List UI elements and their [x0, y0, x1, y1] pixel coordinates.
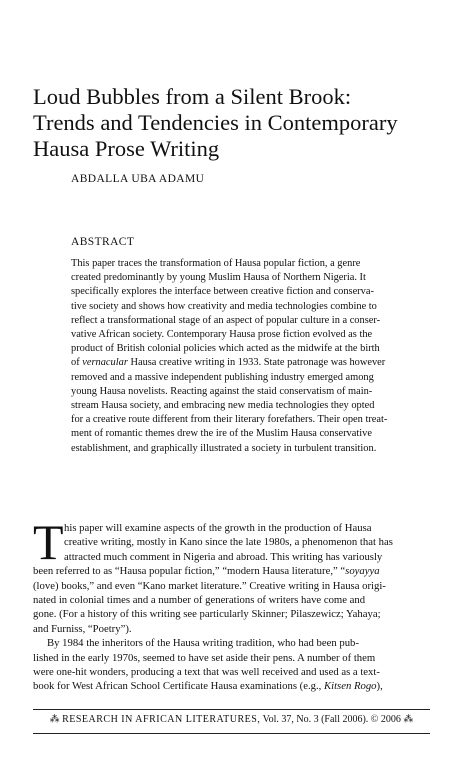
body-text [33, 514, 430, 694]
abstract-line-end: Hausa creative writing in 1933. State patronage was however [127, 357, 386, 369]
body-line: and Furniss, “Poetry”). [33, 622, 132, 635]
abstract-line: tive society and shows how creativity and media technologies combine to [71, 300, 377, 312]
abstract-line: young Hausa novelists. Reacting against the staid conservatism of main- [71, 385, 373, 397]
body-line-start: book for West African School Certificate Hausa examinations (e.g., [33, 680, 324, 693]
abstract-text [71, 257, 405, 456]
journal-issue: Vol. 37, No. 3 (Fall 2006). © 2006 [260, 714, 404, 725]
body-line: his paper will examine aspects of the growth in the production of Hausa [64, 522, 372, 534]
ornament-right-icon: ⁂ [403, 714, 414, 725]
body-line: nated in colonial times and a number of generations of writers have come and [33, 594, 366, 607]
body-line: By 1984 the inheritors of the Hausa writing tradition, who had been pub- [47, 637, 359, 650]
abstract-line: removed and a massive independent publishing industry emerged among [71, 371, 374, 383]
title-line-1: Loud Bubbles from a Silent Brook: [33, 84, 352, 109]
drop-cap: T [33, 514, 64, 570]
abstract-line: for a creative route different from their literary forefathers. Their open treat- [71, 414, 388, 426]
body-line-end: ), [376, 680, 383, 693]
italic-term-vernacular: vernacular [82, 357, 128, 369]
body-line: gone. (For a history of this writing see particularly Skinner; Pilaszewicz; Yahaya; [33, 608, 381, 621]
abstract-line: product of British colonial policies which acted as the midwife at the birth [71, 343, 380, 355]
abstract-line: stream Hausa society, and embracing new media technologies they opted [71, 400, 375, 412]
body-line: were one-hit wonders, producing a text that was well received and used as a text- [33, 666, 380, 679]
abstract-line: This paper traces the transformation of Hausa popular fiction, a genre [71, 258, 361, 269]
abstract-line: reflect a transformational stage of an aspect of popular culture in a conser- [71, 314, 381, 326]
footer-rule-top [33, 709, 430, 710]
italic-title-kitsen-rogo: Kitsen Rogo [323, 680, 377, 693]
journal-footer [33, 714, 430, 725]
body-line [33, 564, 430, 578]
body-line: (love) books,” and even “Kano market literature.” Creative writing in Hausa origi- [33, 579, 386, 592]
abstract-line: created predominantly by young Muslim Hausa of Northern Nigeria. It [71, 272, 366, 284]
body-line: attracted much comment in Nigeria and abroad. This writing has variously [64, 550, 383, 563]
abstract-line: ment of romantic themes drew the ire of the Muslim Hausa conservative [71, 428, 372, 440]
abstract-heading: ABSTRACT [71, 236, 135, 248]
author-name: ABDALLA UBA ADAMU [71, 173, 205, 185]
abstract-line: specifically explores the interface between creative fiction and conserva- [71, 286, 374, 298]
ornament-left-icon: ⁂ [49, 714, 60, 725]
article-title [33, 84, 453, 162]
body-line-start: been referred to as “Hausa popular fiction,” “modern Hausa literature,” “ [33, 565, 346, 578]
abstract-line: establishment, and graphically illustrated a society in turbulent transition. [71, 442, 377, 454]
abstract-line-start: of [71, 357, 83, 369]
footer-rule-bottom [33, 733, 430, 734]
title-line-2: Trends and Tendencies in Contemporary [33, 110, 398, 135]
journal-name: RESEARCH IN AFRICAN LITERATURES, [62, 714, 261, 725]
abstract-line [71, 356, 405, 370]
abstract-line: vative African society. Contemporary Hausa prose fiction evolved as the [71, 329, 373, 341]
body-line [33, 679, 430, 693]
title-line-3: Hausa Prose Writing [33, 136, 220, 161]
body-line: creative writing, mostly in Kano since the late 1980s, a phenomenon that has [64, 536, 393, 549]
body-line: lished in the early 1970s, seemed to have set aside their pens. A number of them [33, 651, 376, 664]
italic-term-soyayya: soyayya [345, 565, 380, 578]
